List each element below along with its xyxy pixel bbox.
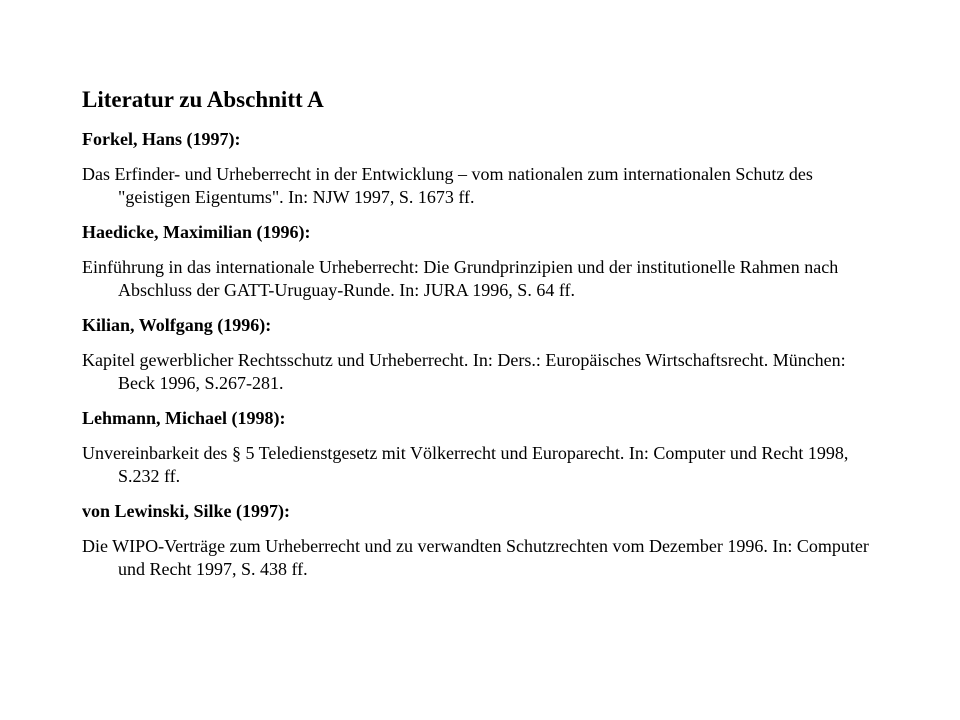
bibliography-entry (82, 407, 882, 488)
entry-author: Forkel, Hans (1997): (82, 129, 241, 149)
entry-author: Kilian, Wolfgang (1996): (82, 315, 272, 335)
entry-work: Unvereinbarkeit des § 5 Teledienstgesetz mit Völkerrecht und Europarecht. In: Computer und Recht 1998, S.232 ff. (82, 443, 849, 486)
entry-work: Das Erfinder- und Urheberrecht in der Entwicklung – vom nationalen zum internationalen Schutz des "geistigen Eigentums". In: NJW 1997, S. 1673 ff. (82, 164, 813, 207)
entry-author: Haedicke, Maximilian (1996): (82, 222, 311, 242)
bibliography-entry (82, 500, 882, 581)
bibliography-entry (82, 314, 882, 395)
bibliography-entry (82, 221, 882, 302)
entry-author: Lehmann, Michael (1998): (82, 408, 286, 428)
bibliography-entry (82, 128, 882, 209)
entry-author: von Lewinski, Silke (1997): (82, 501, 291, 521)
page-title: Literatur zu Abschnitt A (82, 87, 324, 112)
bibliography-slide (82, 84, 882, 593)
entry-work: Einführung in das internationale Urheberrecht: Die Grundprinzipien und der institutionelle Rahmen nach Abschluss der GATT-Uruguay-Runde. In: JURA 1996, S. 64 ff. (82, 257, 839, 300)
entry-work: Die WIPO-Verträge zum Urheberrecht und zu verwandten Schutzrechten vom Dezember 1996. In: Computer und Recht 1997, S. 438 ff. (82, 536, 869, 579)
entry-work: Kapitel gewerblicher Rechtsschutz und Urheberrecht. In: Ders.: Europäisches Wirtschaftsrecht. München: Beck 1996, S.267-281. (82, 350, 846, 393)
